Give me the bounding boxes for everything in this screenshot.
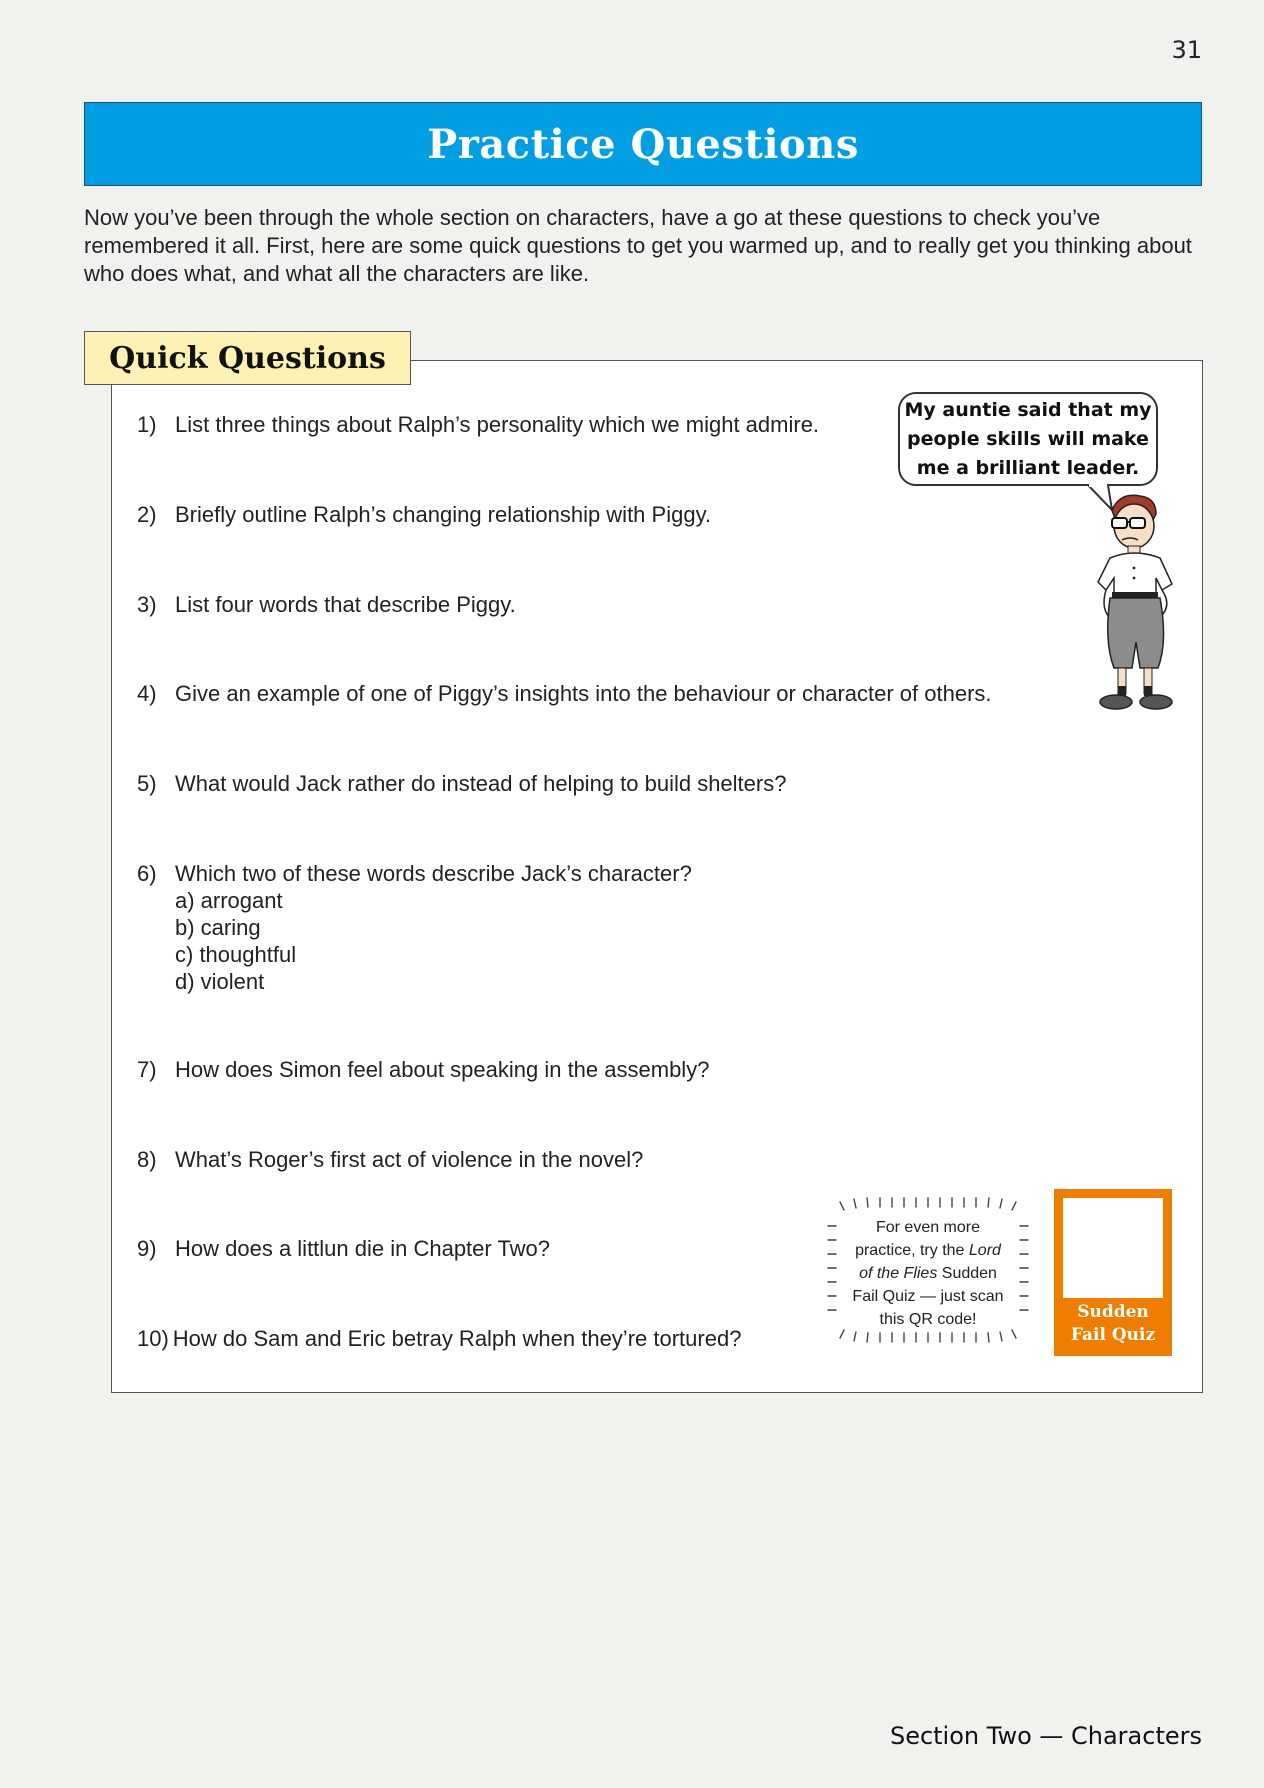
page-number: 31 bbox=[1171, 36, 1202, 64]
qr-note-line-3-italic: of the Flies bbox=[859, 1265, 938, 1282]
speech-line-1: My auntie said that my bbox=[904, 398, 1152, 421]
qr-card-label bbox=[1054, 1301, 1172, 1347]
question-1 bbox=[137, 411, 819, 438]
question-8 bbox=[137, 1146, 643, 1173]
qr-note-line-1: For even more bbox=[875, 1219, 981, 1236]
question-2 bbox=[137, 501, 711, 528]
question-number: 6) bbox=[137, 861, 157, 886]
qr-note-line-2-italic: Lord bbox=[968, 1242, 1001, 1259]
question-4 bbox=[137, 680, 992, 707]
qr-card-label-line-1: Sudden bbox=[1077, 1302, 1149, 1322]
qr-code-image[interactable] bbox=[1063, 1198, 1163, 1298]
qr-note-line-3 bbox=[840, 1262, 1016, 1285]
question-text: Which two of these words describe Jack’s character? bbox=[175, 861, 692, 886]
question-number: 2) bbox=[137, 502, 157, 527]
question-number: 3) bbox=[137, 592, 157, 617]
question-9 bbox=[137, 1235, 550, 1262]
question-7 bbox=[137, 1056, 709, 1083]
page-title: Practice Questions bbox=[427, 120, 859, 168]
option-c: c) thoughtful bbox=[175, 942, 297, 967]
qr-card-label-line-2: Fail Quiz bbox=[1070, 1325, 1156, 1345]
quick-questions-heading bbox=[84, 331, 411, 385]
qr-note-line-3-text: Sudden bbox=[937, 1265, 997, 1282]
qr-note-line-2 bbox=[840, 1239, 1016, 1262]
question-text: What would Jack rather do instead of helping to build shelters? bbox=[175, 771, 787, 796]
qr-code-card[interactable] bbox=[1054, 1189, 1172, 1356]
option-d: d) violent bbox=[175, 969, 265, 994]
question-5 bbox=[137, 770, 786, 797]
section-footer: Section Two — Characters bbox=[889, 1722, 1202, 1750]
intro-paragraph: Now you’ve been through the whole section on characters, have a go at these questions to check you’ve remembered it all. First, here are some quick questions to get you warmed up, and to really get you thinking about who does what, and what all the characters are like. bbox=[84, 205, 1192, 286]
title-banner bbox=[84, 102, 1202, 186]
question-number: 5) bbox=[137, 771, 157, 796]
question-6 bbox=[137, 860, 692, 995]
qr-note bbox=[826, 1196, 1030, 1344]
question-number: 8) bbox=[137, 1147, 157, 1172]
question-text: How do Sam and Eric betray Ralph when they’re tortured? bbox=[172, 1326, 742, 1351]
speech-bubble bbox=[898, 392, 1158, 486]
question-text: List four words that describe Piggy. bbox=[175, 592, 516, 617]
speech-line-2: people skills will make bbox=[907, 427, 1149, 450]
quick-questions-heading-text: Quick Questions bbox=[109, 340, 386, 376]
question-number: 7) bbox=[137, 1057, 157, 1082]
question-text: List three things about Ralph’s personality which we might admire. bbox=[175, 412, 820, 437]
question-number: 9) bbox=[137, 1236, 157, 1261]
question-text: What’s Roger’s first act of violence in the novel? bbox=[175, 1147, 644, 1172]
question-text: How does Simon feel about speaking in the assembly? bbox=[175, 1057, 710, 1082]
qr-note-line-5: this QR code! bbox=[879, 1311, 977, 1328]
qr-note-line-4: Fail Quiz — just scan bbox=[852, 1288, 1004, 1305]
question-number: 4) bbox=[137, 681, 157, 706]
piggy-illustration bbox=[1090, 492, 1190, 717]
speech-line-3: me a brilliant leader. bbox=[916, 456, 1140, 479]
question-6-body bbox=[175, 860, 692, 995]
question-text: How does a littlun die in Chapter Two? bbox=[175, 1236, 551, 1261]
question-text: Give an example of one of Piggy’s insights into the behaviour or character of others. bbox=[175, 681, 992, 706]
question-10 bbox=[137, 1325, 741, 1352]
question-number: 1) bbox=[137, 412, 157, 437]
option-a: a) arrogant bbox=[175, 888, 283, 913]
question-number: 10) bbox=[137, 1326, 169, 1351]
option-b: b) caring bbox=[175, 915, 261, 940]
qr-note-text bbox=[840, 1216, 1016, 1331]
question-3 bbox=[137, 591, 516, 618]
question-text: Briefly outline Ralph’s changing relationship with Piggy. bbox=[175, 502, 712, 527]
qr-note-line-2-text: practice, try the bbox=[855, 1242, 969, 1259]
